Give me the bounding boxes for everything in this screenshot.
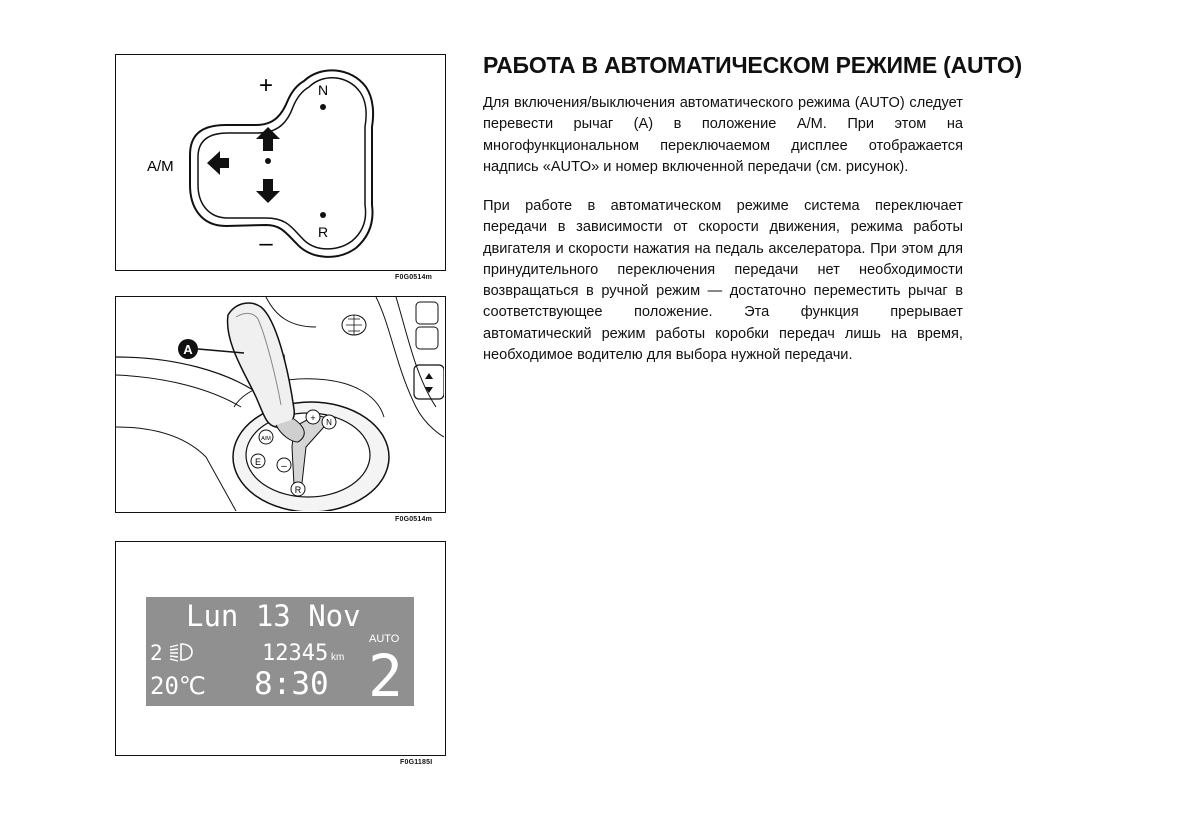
display-odometer-unit: km — [331, 652, 345, 663]
figure-code: F0G1185I — [400, 759, 433, 766]
up-arrow-icon — [256, 127, 280, 151]
display-date: Lun 13 Nov — [186, 599, 361, 633]
figure-code: F0G0514m — [395, 274, 433, 281]
gate-n-label: N — [326, 418, 332, 427]
display-gear-big: 2 — [368, 642, 403, 710]
gate-plus-label: + — [310, 413, 316, 423]
r-position-dot — [320, 212, 326, 218]
center-dot — [265, 158, 271, 164]
headlight-icon — [168, 641, 194, 663]
page-title: РАБОТА В АВТОМАТИЧЕСКОМ РЕЖИМЕ (AUTO) — [483, 52, 1023, 78]
gate-r-label: R — [294, 485, 302, 495]
display-auto-label: AUTO — [369, 633, 400, 645]
display-figure — [115, 541, 446, 756]
shift-pattern-figure — [115, 54, 446, 271]
shift-pattern-diagram — [116, 55, 444, 269]
left-arrow-icon — [207, 151, 229, 175]
display-time: 8:30 — [254, 666, 329, 702]
display-gear-small: 2 — [150, 641, 163, 665]
n-label: N — [317, 82, 329, 98]
plus-label: + — [258, 72, 274, 99]
multifunction-display — [146, 597, 414, 710]
minus-label: – — [259, 230, 273, 257]
gate-minus-label: – — [281, 461, 287, 472]
r-label: R — [317, 224, 329, 240]
am-label: A/M — [147, 158, 174, 175]
gate-am-label: A/M — [261, 436, 271, 442]
display-temperature: 20℃ — [150, 672, 206, 700]
callout-a-label: A — [183, 342, 193, 357]
gear-lever-figure — [115, 296, 446, 513]
display-odometer: 12345 — [262, 641, 329, 666]
gate-e-label: E — [254, 457, 262, 467]
paragraph: Для включения/выключения автоматического режима (AUTO) следует перевести рычаг (A) в положение A/M. При этом на многофункциональном переключаемом дисплее отображается надпись «AUTO» и номер включенной передачи (см. рисунок). — [483, 95, 963, 175]
paragraph: При работе в автоматическом режиме система переключает передачи в зависимости от скорости движения, режима работы двигателя и скорости нажатия на педаль акселератора. При этом для принудительного переключения передачи нет необходимости возвращаться в ручной режим — достаточно переместить рычаг в соответствующее положение. Эта функция прерывает автоматический режим работы коробки передач лишь на время, необходимое водителю для выбора нужной передачи. — [483, 198, 963, 364]
figure-code: F0G0514m — [395, 516, 433, 523]
gear-lever-illustration — [116, 297, 444, 511]
down-arrow-icon — [256, 179, 280, 203]
n-position-dot — [320, 104, 326, 110]
